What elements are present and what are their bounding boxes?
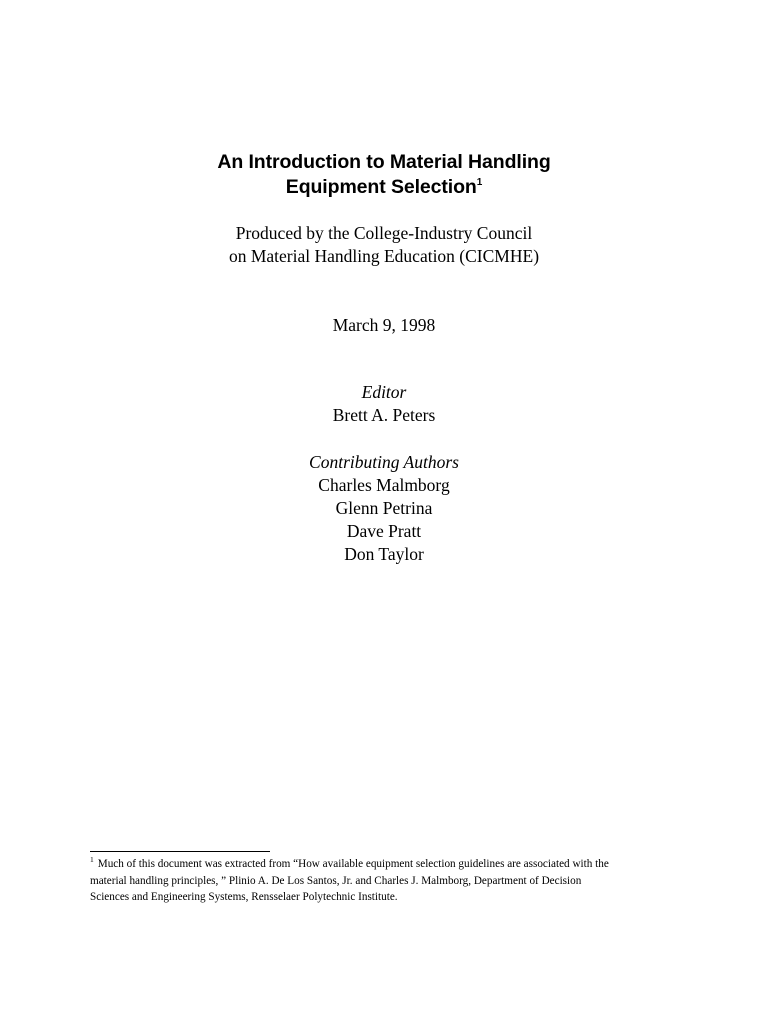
contributing-authors-block: [0, 451, 768, 566]
contributor-name: Don Taylor: [344, 544, 424, 564]
footnote-marker: 1: [90, 855, 94, 865]
footnote-separator: [90, 851, 270, 852]
produced-line-2: on Material Handling Education (CICMHE): [228, 246, 540, 266]
title-line-2: [0, 175, 768, 200]
produced-by-block: [0, 222, 768, 268]
contributor-name: Glenn Petrina: [335, 498, 433, 518]
footnote-line-3: Sciences and Engineering Systems, Rensselaer Polytechnic Institute.: [90, 891, 398, 903]
produced-line-1: Produced by the College-Industry Council: [235, 223, 533, 243]
footnote: [90, 856, 690, 906]
document-title: [0, 150, 768, 200]
editor-name: Brett A. Peters: [332, 405, 436, 425]
editor-block: [0, 381, 768, 427]
editor-heading: Editor: [361, 382, 407, 402]
contributors-heading: Contributing Authors: [309, 452, 459, 472]
document-date: [0, 314, 768, 337]
footnote-line-1: [90, 856, 690, 873]
title-line-2-text: Equipment Selection: [285, 176, 477, 198]
title-footnote-marker: 1: [476, 176, 483, 188]
title-line-1: An Introduction to Material Handling: [217, 151, 551, 173]
footnote-line-2: material handling principles, ” Plinio A. De Los Santos, Jr. and Charles J. Malmborg, Department of Decision: [90, 874, 582, 887]
date-text: March 9, 1998: [332, 315, 436, 335]
contributor-name: Dave Pratt: [346, 521, 422, 541]
contributor-name: Charles Malmborg: [318, 475, 450, 495]
footnote-line-1-text: Much of this document was extracted from “How available equipment selection guidelines are associated with the: [97, 858, 609, 870]
